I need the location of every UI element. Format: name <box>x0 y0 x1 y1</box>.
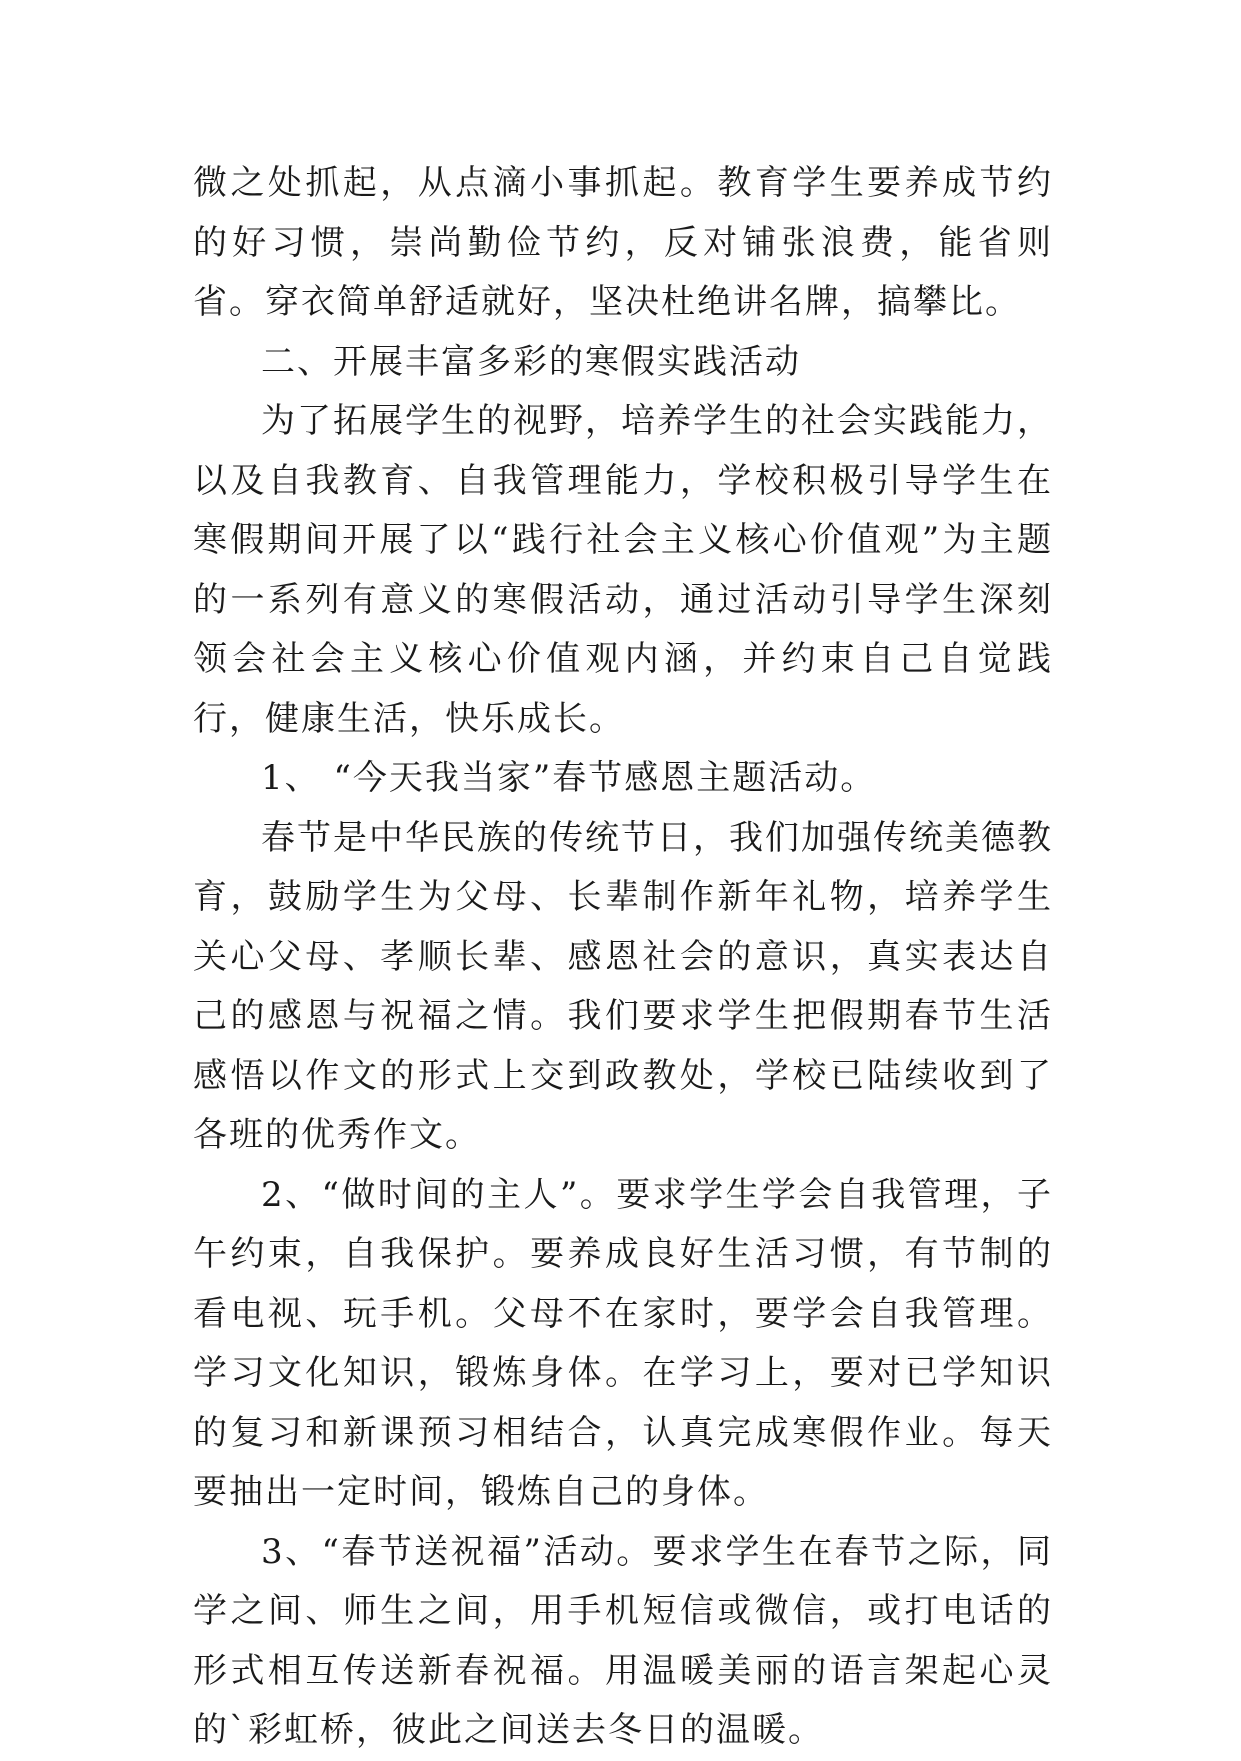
paragraph-6: 2、“做时间的主人”。要求学生学会自我管理，子午约束，自我保护。要养成良好生活习惯，有节制的看电视、玩手机。父母不在家时，要学会自我管理。学习文化知识，锻炼身体。在学习上，要对已学知识的复习和新课预习相结合，认真完成寒假作业。每天要抽出一定时间，锻炼自己的身体。 <box>193 1174 1053 1512</box>
document-body <box>193 154 1053 1761</box>
paragraph-3: 为了拓展学生的视野，培养学生的社会实践能力，以及自我教育、自我管理能力，学校积极引导学生在寒假期间开展了以“践行社会主义核心价值观”为主题的一系列有意义的寒假活动，通过活动引导学生深刻领会社会主义核心价值观内涵，并约束自己自觉践行，健康生活，快乐成长。 <box>193 401 1053 739</box>
paragraph-5: 春节是中华民族的传统节日，我们加强传统美德教育，鼓励学生为父母、长辈制作新年礼物，培养学生关心父母、孝顺长辈、感恩社会的意识，真实表达自己的感恩与祝福之情。我们要求学生把假期春节生活感悟以作文的形式上交到政教处，学校已陆续收到了各班的优秀作文。 <box>193 817 1053 1155</box>
paragraph-7: 3、“春节送祝福”活动。要求学生在春节之际，同学之间、师生之间，用手机短信或微信，或打电话的形式相互传送新春祝福。用温暖美丽的语言架起心灵的`彩虹桥，彼此之间送去冬日的温暖。 <box>193 1531 1053 1750</box>
section-heading: 二、开展丰富多彩的寒假实践活动 <box>261 341 801 382</box>
paragraph-1: 微之处抓起，从点滴小事抓起。教育学生要养成节约的好习惯，崇尚勤俭节约，反对铺张浪费，能省则省。穿衣简单舒适就好，坚决杜绝讲名牌，搞攀比。 <box>193 163 1053 322</box>
activity-heading-1: 1、 “今天我当家”春节感恩主题活动。 <box>261 758 877 798</box>
